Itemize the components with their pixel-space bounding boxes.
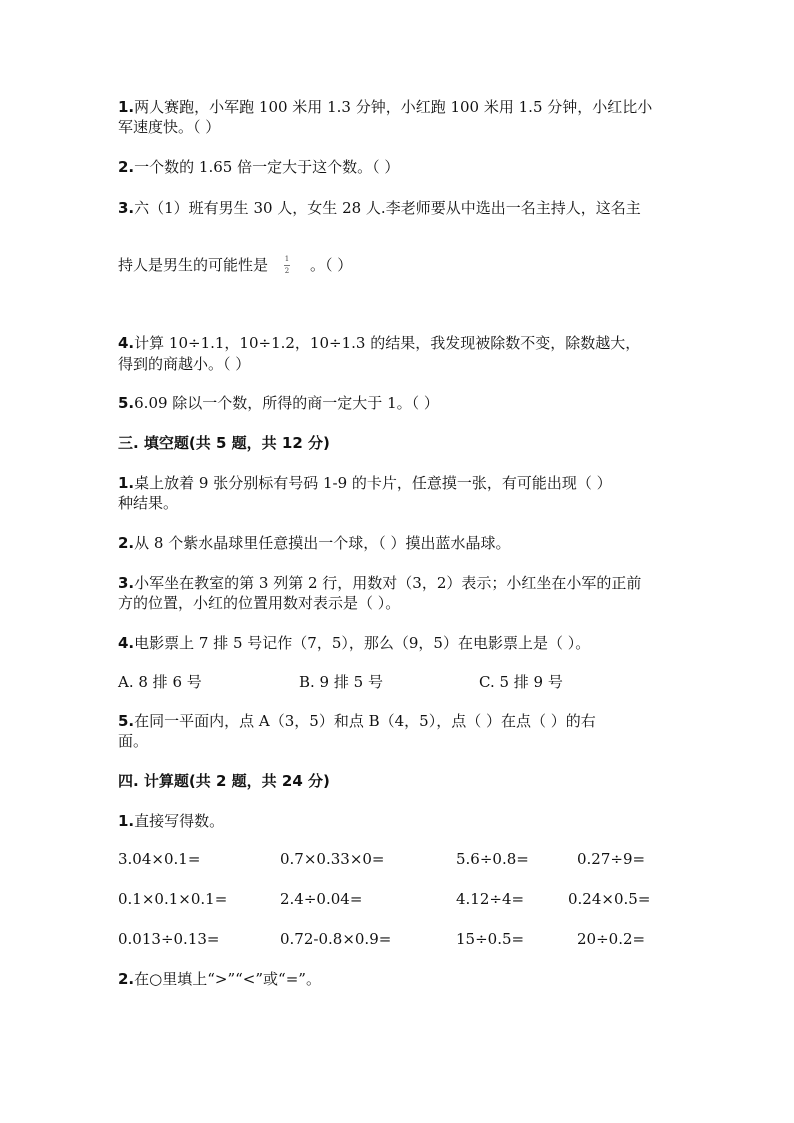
question-number: 1. bbox=[118, 98, 135, 116]
calc-item: 0.7×0.33×0= bbox=[280, 850, 385, 868]
question-number: 4. bbox=[118, 634, 135, 652]
question-text: 两人赛跑，小军跑 100 米用 1.3 分钟，小红跑 100 米用 1.5 分钟，小红比小 bbox=[134, 98, 653, 116]
calc-item: 0.72-0.8×0.9= bbox=[280, 930, 392, 948]
question-number: 2. bbox=[118, 534, 135, 552]
question-text: 直接写得数。 bbox=[134, 812, 225, 830]
option-b: B. 9 排 5 号 bbox=[299, 673, 383, 691]
fill-q1-line1 bbox=[118, 473, 612, 493]
section-heading-fill: 三. 填空题(共 5 题，共 12 分) bbox=[118, 434, 330, 452]
judge-q4-line1 bbox=[118, 333, 640, 353]
question-text: 6.09 除以一个数，所得的商一定大于 1。（ ） bbox=[134, 394, 439, 412]
judge-q3-line2 bbox=[118, 255, 352, 277]
judge-q5 bbox=[118, 393, 439, 413]
judge-q1-line2: 军速度快。（ ） bbox=[118, 118, 221, 136]
fill-q4 bbox=[118, 633, 590, 653]
question-number: 1. bbox=[118, 812, 135, 830]
fraction-numerator: 1 bbox=[284, 255, 290, 263]
calc-item: 5.6÷0.8= bbox=[456, 850, 529, 868]
calc-item: 4.12÷4= bbox=[456, 890, 525, 908]
question-text: 一个数的 1.65 倍一定大于这个数。（ ） bbox=[134, 158, 400, 176]
question-number: 5. bbox=[118, 394, 135, 412]
calc-item: 0.013÷0.13= bbox=[118, 930, 220, 948]
question-number: 2. bbox=[118, 970, 135, 988]
question-text: 小军坐在教室的第 3 列第 2 行，用数对（3，2）表示；小红坐在小军的正前 bbox=[134, 574, 642, 592]
question-number: 3. bbox=[118, 574, 135, 592]
judge-q2 bbox=[118, 157, 399, 177]
section-heading-calc: 四. 计算题(共 2 题，共 24 分) bbox=[118, 772, 330, 790]
calc-q1 bbox=[118, 811, 224, 831]
question-text: 。（ ） bbox=[310, 256, 353, 274]
question-number: 4. bbox=[118, 334, 135, 352]
fill-q2 bbox=[118, 533, 511, 553]
calc-item: 0.27÷9= bbox=[577, 850, 646, 868]
question-text: 在○里填上“>”“<”或“=”。 bbox=[134, 970, 321, 988]
judge-q1-line1 bbox=[118, 97, 652, 117]
calc-item: 2.4÷0.04= bbox=[280, 890, 363, 908]
calc-item: 3.04×0.1= bbox=[118, 850, 201, 868]
calc-q2 bbox=[118, 969, 321, 989]
fill-q5-line1 bbox=[118, 711, 596, 731]
fraction-one-half bbox=[282, 255, 292, 277]
question-text: 桌上放着 9 张分别标有号码 1-9 的卡片，任意摸一张，有可能出现（ ） bbox=[134, 474, 612, 492]
fill-q3-line2: 方的位置，小红的位置用数对表示是（ ）。 bbox=[118, 594, 401, 612]
fraction-bar bbox=[284, 265, 290, 266]
fraction-denominator: 2 bbox=[284, 267, 290, 275]
option-c: C. 5 排 9 号 bbox=[479, 673, 563, 691]
calc-item: 15÷0.5= bbox=[456, 930, 525, 948]
calc-item: 0.1×0.1×0.1= bbox=[118, 890, 228, 908]
question-text: 持人是男生的可能性是 bbox=[118, 256, 269, 274]
fill-q3-line1 bbox=[118, 573, 641, 593]
calc-item: 20÷0.2= bbox=[577, 930, 646, 948]
fill-q5-line2: 面。 bbox=[118, 732, 149, 750]
question-text: 六（1）班有男生 30 人，女生 28 人.李老师要从中选出一名主持人，这名主 bbox=[134, 199, 641, 217]
question-text: 从 8 个紫水晶球里任意摸出一个球，（ ）摸出蓝水晶球。 bbox=[134, 534, 511, 552]
judge-q3-line1 bbox=[118, 198, 641, 218]
question-number: 2. bbox=[118, 158, 135, 176]
question-number: 5. bbox=[118, 712, 135, 730]
question-text: 计算 10÷1.1，10÷1.2，10÷1.3 的结果，我发现被除数不变，除数越大， bbox=[134, 334, 641, 352]
fill-q1-line2: 种结果。 bbox=[118, 494, 179, 512]
question-number: 1. bbox=[118, 474, 135, 492]
judge-q4-line2: 得到的商越小。（ ） bbox=[118, 355, 251, 373]
question-text: 在同一平面内，点 A（3，5）和点 B（4，5），点（ ）在点（ ）的右 bbox=[134, 712, 596, 730]
option-a: A. 8 排 6 号 bbox=[118, 673, 202, 691]
question-text: 电影票上 7 排 5 号记作（7，5），那么（9，5）在电影票上是（ ）。 bbox=[134, 634, 591, 652]
calc-item: 0.24×0.5= bbox=[568, 890, 651, 908]
question-number: 3. bbox=[118, 199, 135, 217]
